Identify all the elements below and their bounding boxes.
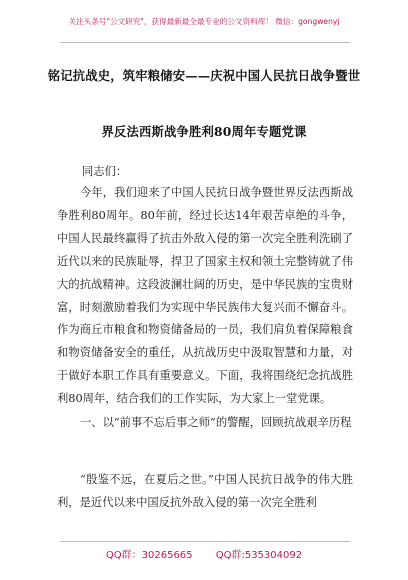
footer-qq-group-1: QQ群：30265665 <box>105 550 193 561</box>
document-title-line-2: 界反法西斯战争胜利80周年专题党课 <box>101 124 307 139</box>
header-divider <box>60 42 350 43</box>
header-banner: 关注头条号"公文研究"，获得最新最全最专业的公文资料库！ 微信：gongwenyj <box>68 17 340 26</box>
section-heading-1: 一、以“前事不忘后事之师”的警醒，回顾抗战艰辛历程 <box>80 416 352 429</box>
salutation: 同志们： <box>82 165 128 178</box>
footer <box>0 546 408 561</box>
body-paragraph-intro: 今年，我们迎来了中国人民抗日战争暨世界反法西斯战争胜利80周年。80年前，经过长达14年艰苦卓绝的斗争，中国人民最终赢得了抗击外敌入侵的第一次完全胜利洗刷了近代以来的民族耻辱，捍卫了国家主权和领土完整铸就了伟大的抗战精神。这段波澜壮阔的历史，是中华民族的宝贵财富，时刻激励着我们为实现中华民族伟大复兴而不懈奋斗。作为商丘市粮食和物资储备局的一员，我们肩负着保障粮食和物资储备安全的重任，从抗战历史中汲取智慧和力量，对于做好本职工作具有重要意义。下面，我将围绕纪念抗战胜利80周年，结合我们的工作实际，为大家上一堂党课。 <box>57 186 353 406</box>
document-title-line-1: 铭记抗战史，筑牢粮储安——庆祝中国人民抗日战争暨世 <box>47 68 361 83</box>
footer-divider <box>60 541 350 542</box>
body-paragraph-section-1: “殷鉴不远，在夏后之世。”中国人民抗日战争的伟大胜利，是近代以来中国反抗外敌入侵的第一次完全胜利 <box>57 473 353 509</box>
footer-qq-group-2: QQ群:535304092 <box>215 550 303 561</box>
